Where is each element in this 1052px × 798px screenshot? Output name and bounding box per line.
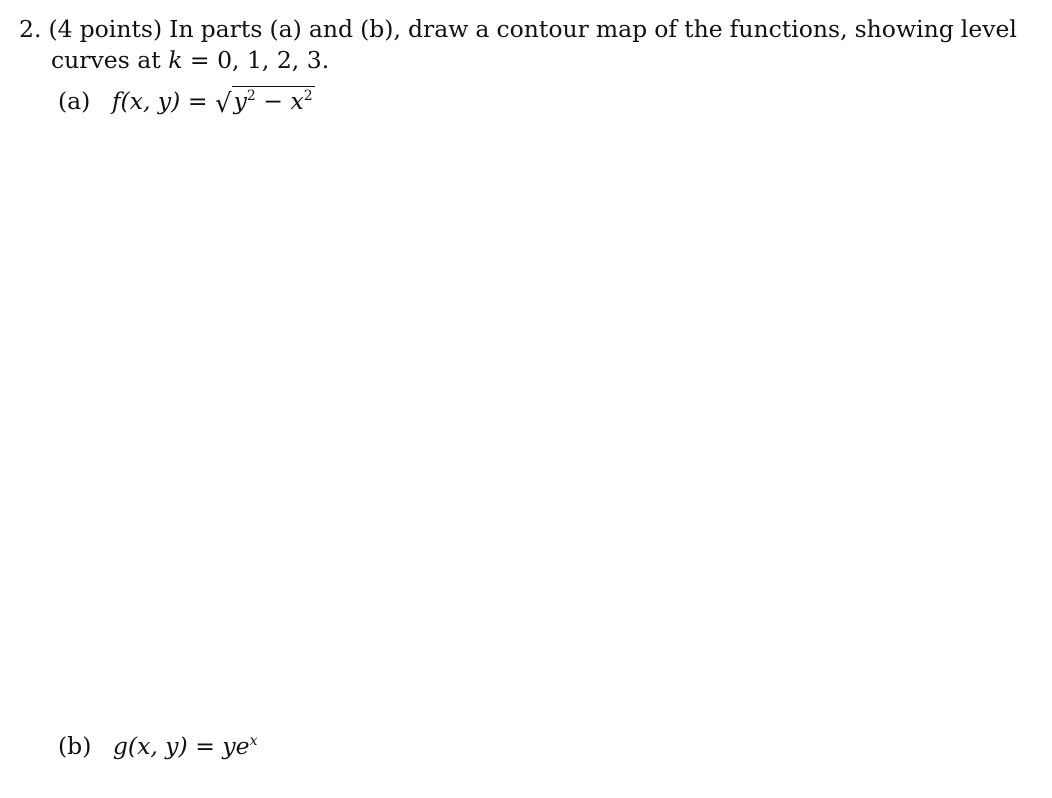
line2-prefix: curves at xyxy=(51,46,161,74)
function-args: (x, y) xyxy=(120,86,181,115)
level-values: = 0, 1, 2, 3. xyxy=(182,46,330,74)
word: (4 xyxy=(48,15,73,43)
equals-sign: = xyxy=(195,732,215,760)
minus-sign: − xyxy=(255,87,291,115)
word: and xyxy=(308,15,354,43)
word: of xyxy=(654,15,678,43)
function-name-g: g xyxy=(112,732,128,760)
radical-icon: √ xyxy=(215,88,232,119)
word: draw xyxy=(407,15,469,43)
function-name-f: f xyxy=(111,86,121,115)
equals-sign: = xyxy=(187,86,208,115)
word: (b), xyxy=(360,15,401,43)
word: a xyxy=(475,15,490,43)
part-b-label: (b) xyxy=(58,732,92,760)
word: map xyxy=(595,15,648,43)
problem-2 xyxy=(19,14,1017,76)
word: showing xyxy=(854,15,954,43)
square-root-expression xyxy=(215,86,315,119)
radicand xyxy=(232,86,315,115)
word: parts xyxy=(200,15,263,43)
function-args: (x, y) xyxy=(127,732,188,760)
word: In xyxy=(169,15,194,43)
part-b xyxy=(58,732,258,760)
rhs-base: ye xyxy=(222,732,250,760)
answer-space-a[interactable] xyxy=(0,130,1052,720)
radicand-x-exponent: 2 xyxy=(303,88,313,104)
word: points) xyxy=(79,15,163,43)
word: the xyxy=(684,15,723,43)
part-a-label: (a) xyxy=(58,86,91,115)
word: level xyxy=(960,15,1017,43)
part-a xyxy=(58,86,315,119)
rhs-exponent: x xyxy=(249,733,258,749)
problem-statement-line1 xyxy=(19,14,1017,45)
radicand-x: x xyxy=(290,87,304,115)
problem-number: 2. xyxy=(19,15,42,43)
radicand-y-exponent: 2 xyxy=(246,88,256,104)
k-variable: k xyxy=(168,46,183,74)
problem-statement-line2 xyxy=(19,45,1017,76)
radicand-y: y xyxy=(233,87,247,115)
word: contour xyxy=(496,15,589,43)
word: functions, xyxy=(729,15,848,43)
word: (a) xyxy=(269,15,302,43)
